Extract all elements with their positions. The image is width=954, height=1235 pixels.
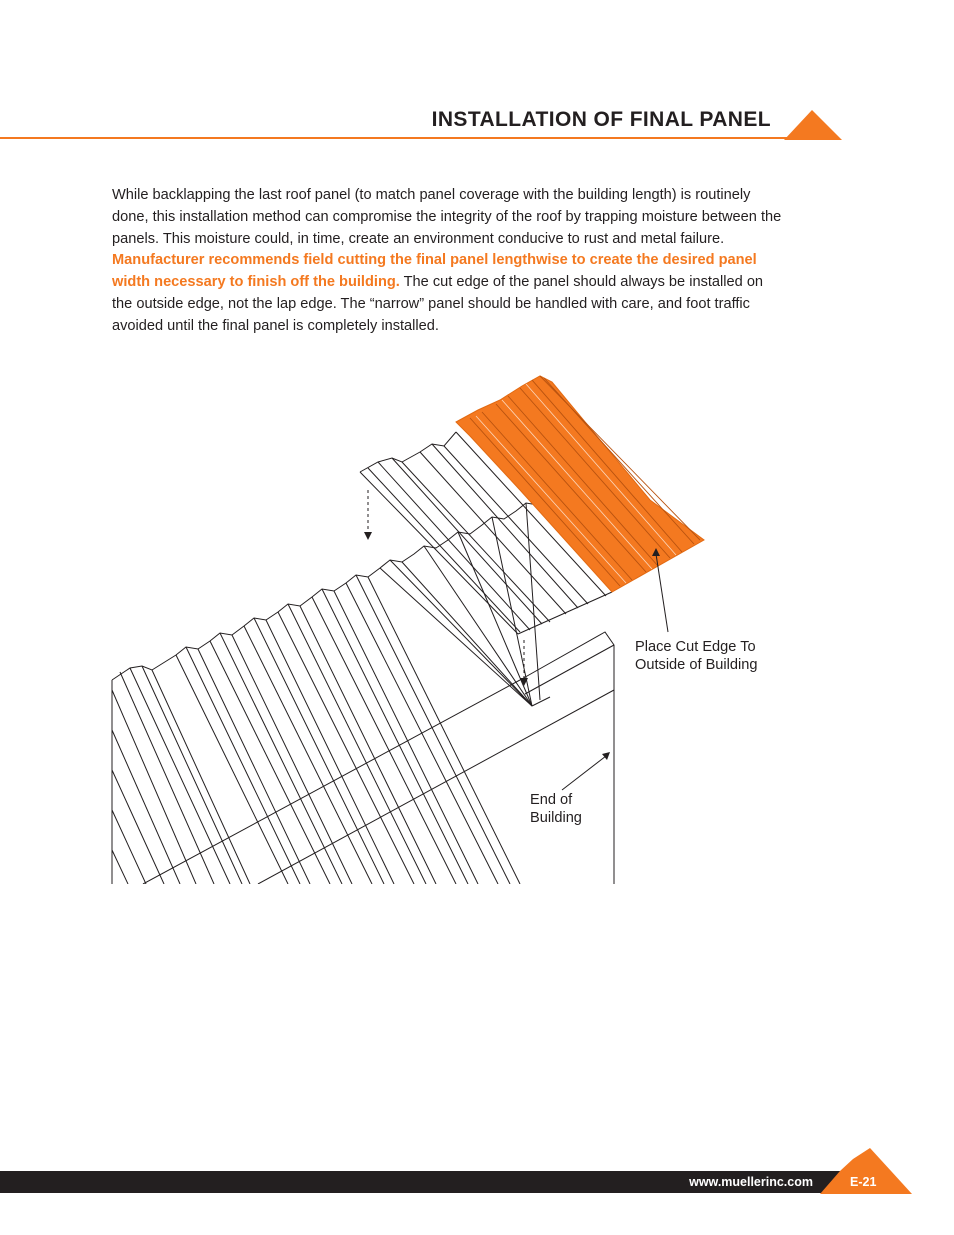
leader-end-arrow [602, 752, 610, 760]
roof-panel-diagram [100, 360, 780, 890]
footer-url-link[interactable]: www.muellerinc.com [689, 1175, 813, 1189]
building-end-wall [143, 632, 614, 884]
intro-highlight: Manufacturer recommends field cutting the final panel lengthwise to create the desired panel width necessary to finish off the building. [112, 252, 757, 291]
intro-text: While backlapping the last roof panel (to match panel coverage with the building length) is routinely done, this installation method can compromise the integrity of the roof by trapping moisture between the panels. This moisture could, in time, create an environment conducive to rust and metal failure. [112, 187, 782, 247]
callout-end-of-building [530, 791, 582, 827]
leader-end-building [562, 756, 606, 790]
callout-end-line1: End of [530, 792, 573, 808]
page-title: INSTALLATION OF FINAL PANEL [431, 108, 771, 131]
guide-arrow-upper [364, 532, 372, 540]
page-number: E-21 [850, 1175, 877, 1189]
callout-cut-line1: Place Cut Edge To [635, 639, 756, 655]
callout-cut-edge [635, 638, 758, 674]
intro-text-end: The cut edge of the panel should always be installed on the outside edge, not the lap edge. The “narrow” panel should be handled with care, and foot traffic avoided until the final panel is completely installed. [112, 274, 764, 334]
lower-panel-ribs [112, 503, 540, 884]
leader-cut-edge [656, 554, 668, 632]
callout-cut-line2: Outside of Building [635, 657, 758, 673]
lower-roof-panel [112, 497, 550, 884]
cut-final-panel [456, 376, 704, 592]
header-triangle-icon [784, 110, 842, 140]
intro-paragraph [112, 185, 784, 338]
callout-end-line2: Building [530, 810, 582, 826]
header-rule [0, 137, 812, 139]
